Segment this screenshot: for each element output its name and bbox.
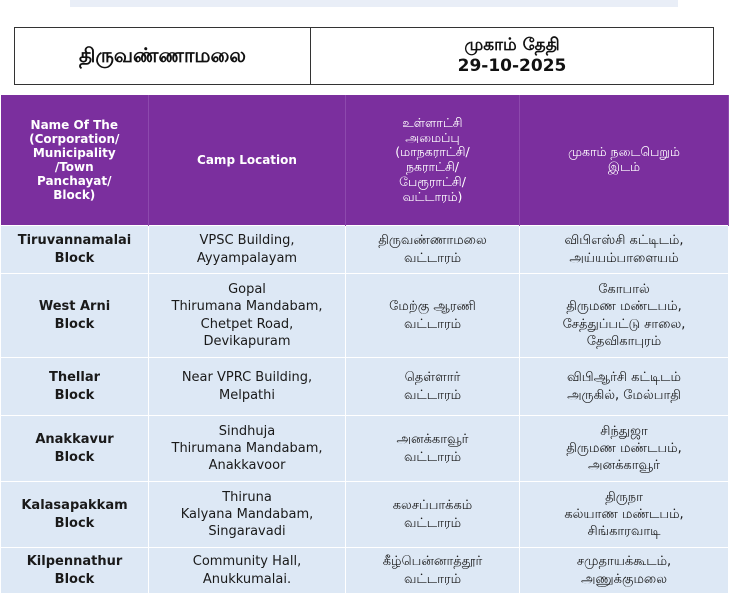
block-cell: Kilpennathur Block bbox=[1, 548, 149, 594]
venue-cell: விபிஆர்சி கட்டிடம் அருகில், மேல்பாதி bbox=[520, 358, 729, 416]
venue-cell: திருநா கல்யாண மண்டபம், சிங்காரவாடி bbox=[520, 482, 729, 548]
venue-cell: கோபால் திருமண மண்டபம், சேத்துப்பட்டு சாலை, தேவிகாபுரம் bbox=[520, 274, 729, 358]
column-header-block: Name Of The (Corporation/ Municipality /Town Panchayat/ Block) bbox=[1, 95, 149, 226]
table-row bbox=[1, 274, 729, 358]
table-row bbox=[1, 226, 729, 274]
camp-date-cell bbox=[311, 28, 713, 84]
table-row bbox=[1, 548, 729, 594]
column-header-location: Camp Location bbox=[149, 95, 346, 226]
location-cell: Near VPRC Building, Melpathi bbox=[149, 358, 346, 416]
venue-cell: சிந்துஜா திருமண மண்டபம், அனக்காவூர் bbox=[520, 416, 729, 482]
block-cell: Thellar Block bbox=[1, 358, 149, 416]
table-row bbox=[1, 358, 729, 416]
camp-date-label: முகாம் தேதி bbox=[464, 34, 560, 55]
block-cell: Kalasapakkam Block bbox=[1, 482, 149, 548]
local-body-cell: திருவண்ணாமலை வட்டாரம் bbox=[346, 226, 520, 274]
table-header-row bbox=[1, 95, 729, 226]
header-box bbox=[14, 27, 714, 85]
table-row bbox=[1, 416, 729, 482]
camp-table bbox=[0, 95, 729, 594]
location-cell: Thiruna Kalyana Mandabam, Singaravadi bbox=[149, 482, 346, 548]
local-body-cell: கீழ்பென்னாத்தூர் வட்டாரம் bbox=[346, 548, 520, 594]
location-cell: Sindhuja Thirumana Mandabam, Anakkavoor bbox=[149, 416, 346, 482]
column-header-venue: முகாம் நடைபெறும் இடம் bbox=[520, 95, 729, 226]
location-cell: Gopal Thirumana Mandabam, Chetpet Road, Devikapuram bbox=[149, 274, 346, 358]
local-body-cell: தெள்ளார் வட்டாரம் bbox=[346, 358, 520, 416]
table-row bbox=[1, 482, 729, 548]
location-cell: Community Hall, Anukkumalai. bbox=[149, 548, 346, 594]
venue-cell: விபிஎஸ்சி கட்டிடம், அய்யம்பாளையம் bbox=[520, 226, 729, 274]
local-body-cell: கலசப்பாக்கம் வட்டாரம் bbox=[346, 482, 520, 548]
venue-cell: சமுதாயக்கூடம், அணுக்குமலை bbox=[520, 548, 729, 594]
top-strip bbox=[70, 0, 678, 7]
local-body-cell: அனக்காவூர் வட்டாரம் bbox=[346, 416, 520, 482]
camp-date-value: 29-10-2025 bbox=[457, 56, 567, 76]
block-cell: Tiruvannamalai Block bbox=[1, 226, 149, 274]
location-cell: VPSC Building, Ayyampalayam bbox=[149, 226, 346, 274]
column-header-local-body: உள்ளாட்சி அமைப்பு (மாநகராட்சி/ நகராட்சி/ பேரூராட்சி/ வட்டாரம்) bbox=[346, 95, 520, 226]
block-cell: Anakkavur Block bbox=[1, 416, 149, 482]
local-body-cell: மேற்கு ஆரணி வட்டாரம் bbox=[346, 274, 520, 358]
block-cell: West Arni Block bbox=[1, 274, 149, 358]
district-name: திருவண்ணாமலை bbox=[15, 28, 311, 84]
